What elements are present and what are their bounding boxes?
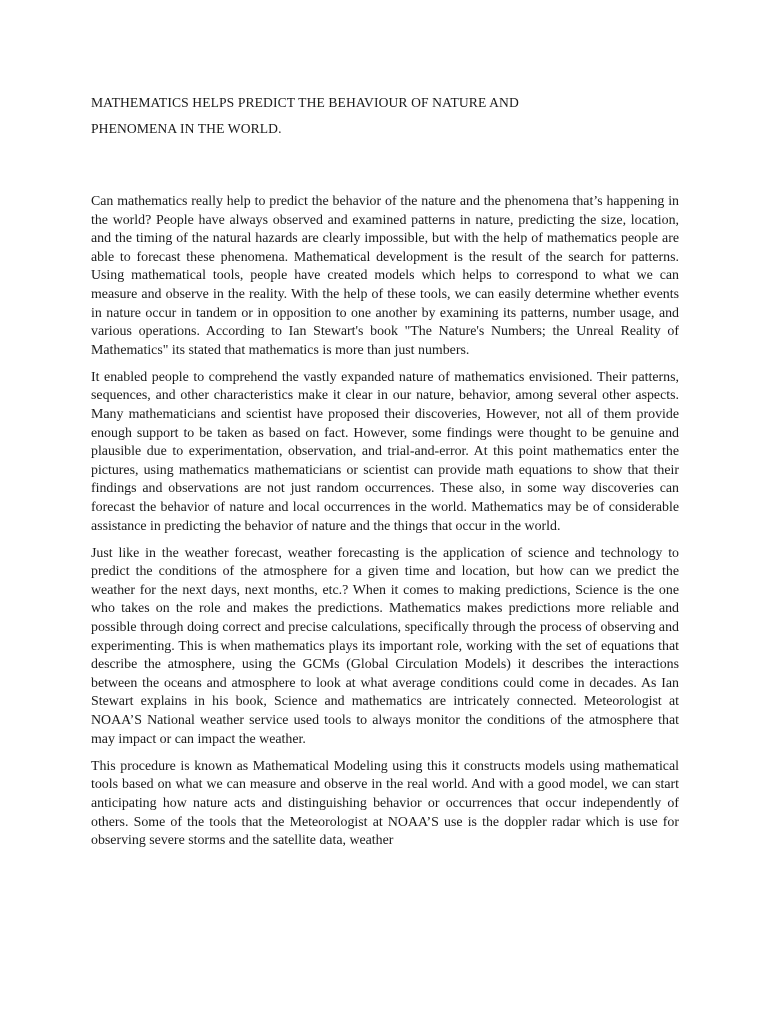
paragraph-1: Can mathematics really help to predict the behavior of the nature and the phenomena that’s happening in the world? People have always observed and examined patterns in nature, predicting the size, location, and the timing of the natural hazards are clearly impossible, but with the help of mathematics people are able to forecast these phenomena. Mathematical development is the result of the search for patterns. Using mathematical tools, people have created models which helps to correspond to what we can measure and observe in the reality. With the help of these tools, we can easily determine whether events in nature occur in tandem or in opposition to one another by examining its patterns, number usage, and various operations. According to Ian Stewart's book "The Nature's Numbers; the Unreal Reality of Mathematics" its stated that mathematics is more than just numbers. (91, 194, 679, 358)
paragraph-4: This procedure is known as Mathematical Modeling using this it constructs models using mathematical tools based on what we can measure and observe in the real world. And with a good model, we can start anticipating how nature acts and distinguishing behavior or occurrences that occur independently of others. Some of the tools that the Meteorologist at NOAA’S use is the doppler radar which is use for observing severe storms and the satellite data, weather (91, 758, 679, 849)
paragraph-3: Just like in the weather forecast, weather forecasting is the application of science and technology to predict the conditions of the atmosphere for a given time and location, but how can we predict the weather for the next days, next months, etc.? When it comes to making predictions, Science is the one who takes on the role and makes the predictions. Mathematics makes predictions more reliable and possible through doing correct and precise calculations, specifically through the process of observing and experimenting. This is when mathematics plays its important role, working with the set of equations that describe the atmosphere, using the GCMs (Global Circulation Models) it describes the interactions between the oceans and atmosphere to look at what average conditions could come in decades. As Ian Stewart explains in his book, Science and mathematics are intricately connected. Meteorologist at NOAA’S National weather service used tools to always monitor the conditions of the atmosphere that may impact or can impact the weather. (91, 545, 679, 747)
paragraph-2: It enabled people to comprehend the vastly expanded nature of mathematics envisioned. Their patterns, sequences, and other characteristics make it clear in our nature, behavior, among several other aspects. Many mathematicians and scientist have proposed their discoveries, However, not all of them provide enough support to be taken as based on fact. However, some findings were thought to be genuine and plausible due to experimentation, observation, and trial-and-error. At this point mathematics enter the pictures, using mathematics mathematicians or scientist can provide math equations to show that their findings and observations are not just random occurrences. These also, in some way discoveries can forecast the behavior of nature and local occurrences in the world. Mathematics may be of considerable assistance in predicting the behavior of nature and the things that occur in the world. (91, 369, 679, 534)
title-line-2: PHENOMENA IN THE WORLD. (91, 121, 282, 136)
document-title (91, 90, 679, 142)
document-page (91, 0, 679, 859)
title-line-1: MATHEMATICS HELPS PREDICT THE BEHAVIOUR OF NATURE AND (91, 95, 519, 110)
document-body (91, 193, 679, 851)
